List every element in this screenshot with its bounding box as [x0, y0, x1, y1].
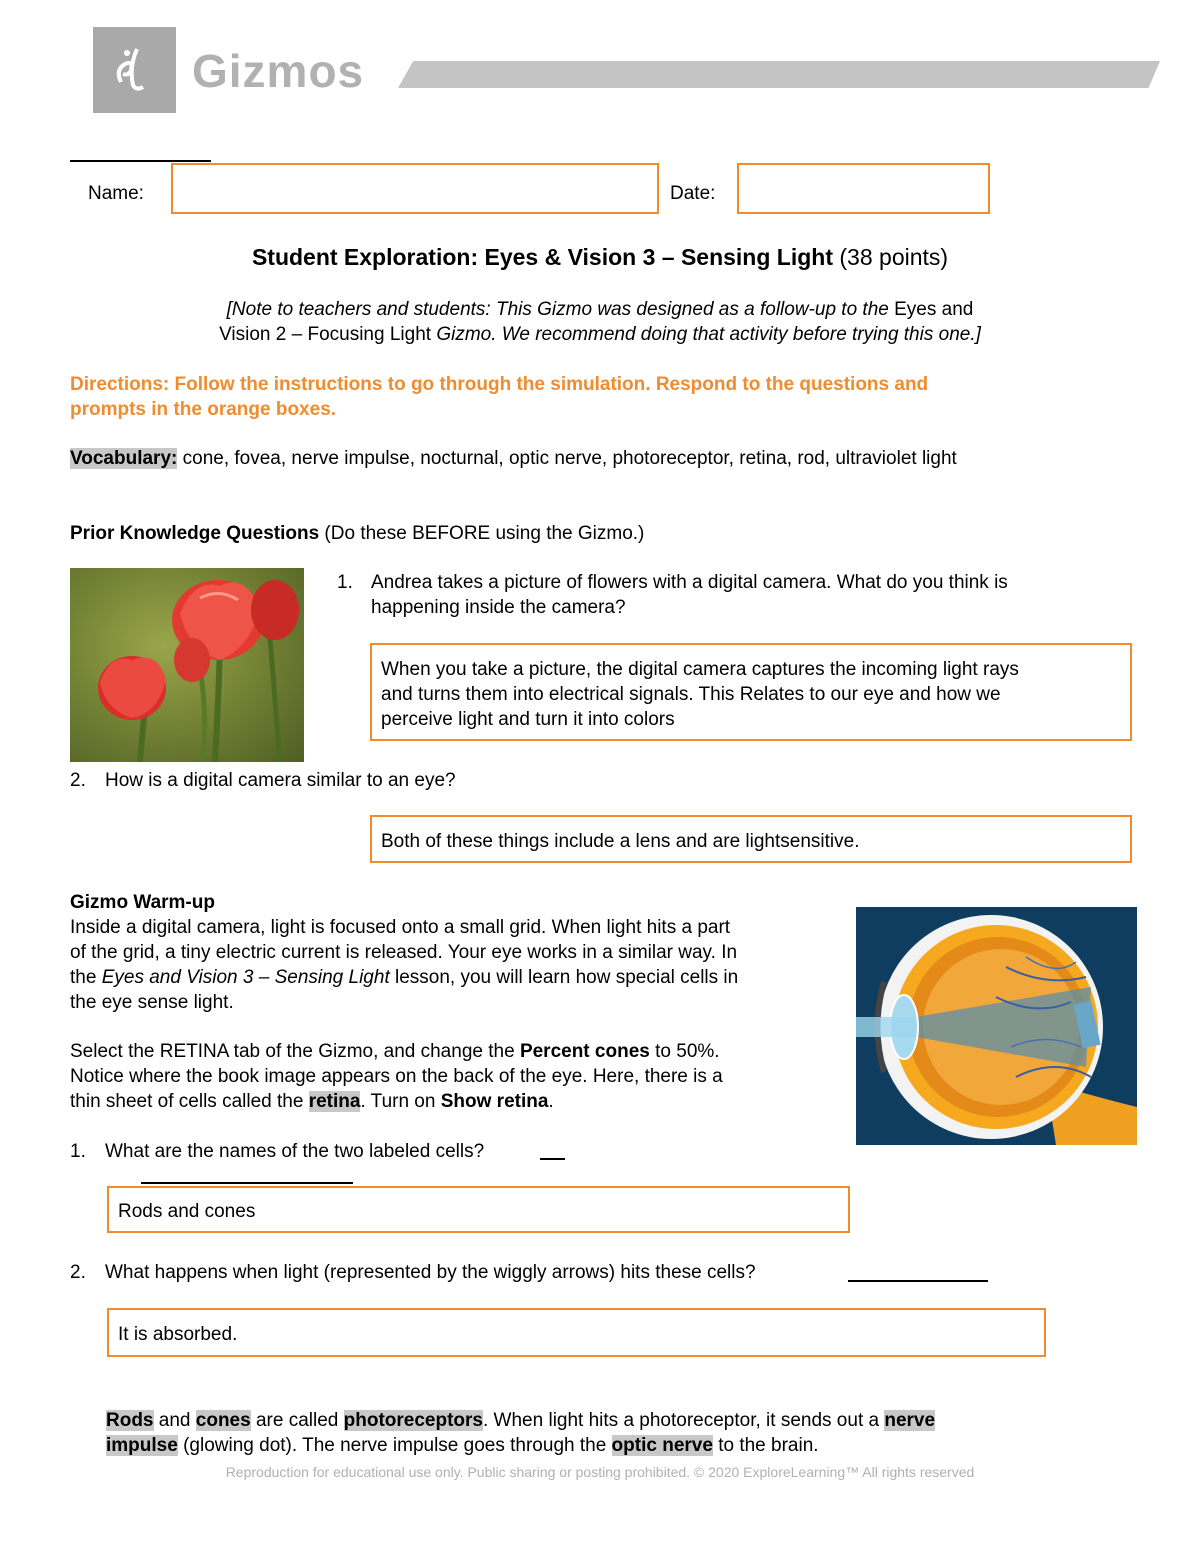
explorelearning-logo-icon — [93, 27, 176, 113]
prior-a1-text: When you take a picture, the digital camera captures the incoming light rays and turns them into electrical signals. This Relates to our eye and how we perceive light and turn it into colors — [381, 659, 1019, 730]
prior-q1-number: 1. — [337, 572, 353, 593]
warmup-a1-text: Rods and cones — [118, 1201, 256, 1222]
prior-a2-box[interactable] — [370, 815, 1132, 863]
warmup-q1-blank-long — [141, 1182, 353, 1184]
tulips-image — [70, 568, 304, 762]
rule — [70, 160, 211, 162]
warmup-q2-blank — [848, 1280, 988, 1282]
page-title — [0, 242, 1200, 272]
name-field[interactable] — [171, 163, 659, 214]
date-label: Date: — [670, 183, 716, 204]
header-bar — [398, 61, 1160, 88]
name-label: Name: — [88, 183, 144, 204]
warmup-paragraph-2: Select the RETINA tab of the Gizmo, and change the Percent cones to 50%. Notice where the book image appears on the back of the eye. Here, there is a thin sheet of cells called the retina. Turn on Show retina. — [70, 1041, 723, 1112]
date-field[interactable] — [737, 163, 990, 214]
warmup-a2-text: It is absorbed. — [118, 1324, 238, 1345]
footer-copyright: Reproduction for educational use only. Public sharing or posting prohibited. © 2020 ExploreLearning™ All rights reserved — [225, 1464, 975, 1480]
warmup-a1-box[interactable] — [107, 1186, 850, 1233]
prior-q2-number: 2. — [70, 770, 86, 791]
gizmos-logo-text: Gizmos — [192, 45, 365, 97]
warmup-q2-text: What happens when light (represented by the wiggly arrows) hits these cells? — [105, 1262, 756, 1283]
warmup-heading: Gizmo Warm-up — [70, 892, 215, 913]
prior-q2-text: How is a digital camera similar to an eye? — [105, 770, 456, 791]
title-points: (38 points) — [839, 244, 949, 270]
gizmos-logo-badge — [93, 27, 176, 113]
vocabulary — [70, 446, 1160, 471]
prior-a1-box[interactable] — [370, 643, 1132, 741]
vocabulary-label: Vocabulary: — [70, 448, 178, 469]
warmup-q1-blank-short — [540, 1158, 565, 1160]
warmup-q1-text: What are the names of the two labeled cells? — [105, 1141, 485, 1162]
warmup-a2-box[interactable] — [107, 1308, 1046, 1357]
warmup-q1-number: 1. — [70, 1141, 86, 1162]
closing-paragraph: Rods and cones are called photoreceptors. When light hits a photoreceptor, it sends out a nerve impulse (glowing dot). The nerve impulse goes through the optic nerve to the brain. — [106, 1410, 936, 1456]
teacher-note: [Note to teachers and students: This Gizmo was designed as a follow-up to the Eyes and Vision 2 – Focusing Light Gizmo. We recommend doing that activity before trying this one.] — [219, 299, 981, 345]
directions: Directions: Follow the instructions to go through the simulation. Respond to the questions and prompts in the orange boxes. — [70, 374, 929, 420]
prior-knowledge-heading: Prior Knowledge Questions (Do these BEFORE using the Gizmo.) — [70, 523, 645, 544]
eye-diagram-image — [856, 907, 1137, 1145]
prior-a2-text: Both of these things include a lens and are lightsensitive. — [381, 831, 860, 852]
title-main: Student Exploration: Eyes & Vision 3 – Sensing Light — [251, 244, 833, 270]
vocabulary-terms: cone, fovea, nerve impulse, nocturnal, optic nerve, photoreceptor, retina, rod, ultraviolet light — [177, 448, 957, 469]
prior-q1-text: Andrea takes a picture of flowers with a digital camera. What do you think is happening inside the camera? — [371, 572, 1008, 618]
warmup-paragraph-1: Inside a digital camera, light is focused onto a small grid. When light hits a part of the grid, a tiny electric current is released. Your eye works in a similar way. In the Eyes and Vision 3 – Sensing Light lesson, you will learn how special cells in the eye sense light. — [70, 917, 739, 1013]
warmup-q2-number: 2. — [70, 1262, 86, 1283]
